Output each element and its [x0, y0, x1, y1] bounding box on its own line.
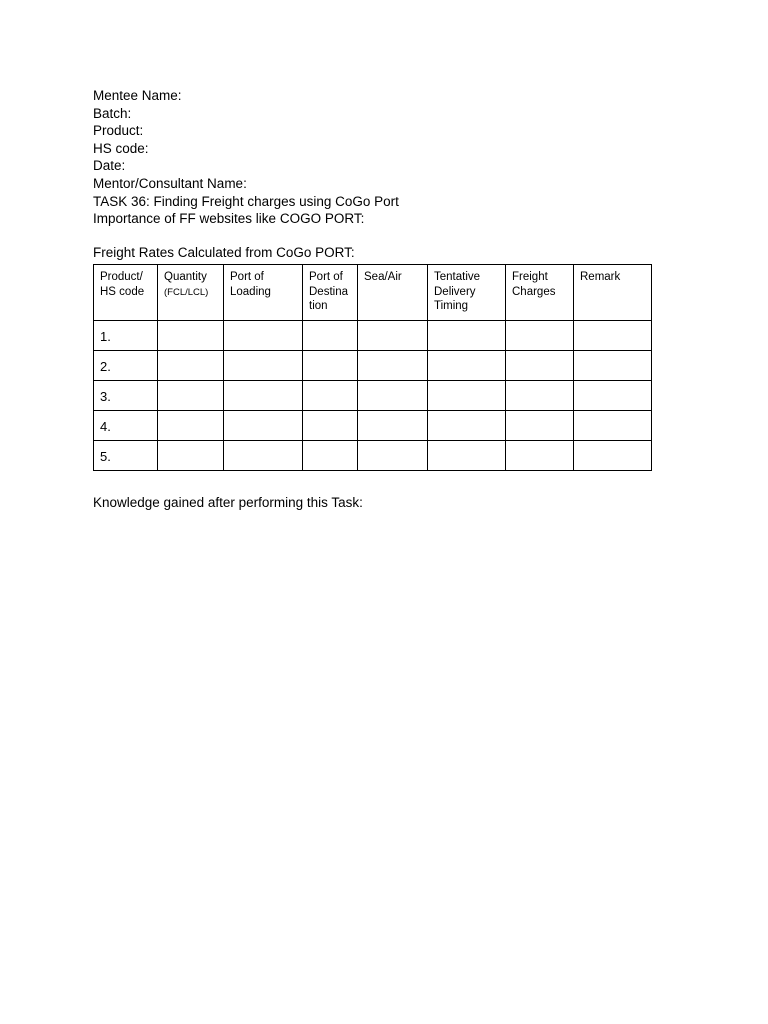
row-number: 1. [94, 321, 158, 351]
column-header-port-of-loading: Port of Loading [224, 265, 303, 321]
quantity-label: Quantity [164, 271, 207, 283]
column-header-product: Product/ HS code [94, 265, 158, 321]
table-cell [574, 411, 652, 441]
table-cell [303, 411, 358, 441]
header-fields [93, 87, 399, 228]
quantity-sub-label: (FCL/LCL) [164, 286, 209, 298]
product-label: Product: [93, 123, 144, 139]
table-cell [158, 381, 224, 411]
table-cell [506, 381, 574, 411]
mentee-name-label: Mentee Name: [93, 88, 182, 103]
task-title: TASK 36: Finding Freight charges using CoGo Port [93, 193, 399, 209]
table-cell [303, 321, 358, 351]
table-cell [358, 351, 428, 381]
column-header-freight-charges: Freight Charges [506, 265, 574, 321]
row-number: 3. [94, 381, 158, 411]
table-cell [574, 321, 652, 351]
table-cell [574, 381, 652, 411]
table-row [94, 351, 652, 381]
table-cell [358, 411, 428, 441]
column-header-port-of-destination: Port of Destina tion [303, 265, 358, 321]
row-number: 2. [94, 351, 158, 381]
freight-rates-title: Freight Rates Calculated from CoGo PORT: [93, 245, 355, 260]
table-cell [224, 381, 303, 411]
batch-label: Batch: [93, 105, 132, 121]
table-cell [303, 441, 358, 471]
table-cell [158, 321, 224, 351]
table-cell [358, 321, 428, 351]
table-cell [224, 321, 303, 351]
table-cell [358, 381, 428, 411]
hs-code-label: HS code: [93, 140, 149, 156]
table-cell [303, 381, 358, 411]
table-cell [358, 441, 428, 471]
importance-label: Importance of FF websites like COGO PORT: [93, 211, 365, 227]
knowledge-gained-label: Knowledge gained after performing this Task: [93, 495, 363, 510]
date-label: Date: [93, 158, 126, 174]
table-cell [506, 411, 574, 441]
table-cell [158, 411, 224, 441]
column-header-remark: Remark [574, 265, 652, 321]
table-cell [428, 351, 506, 381]
table-cell [428, 441, 506, 471]
table-cell [224, 411, 303, 441]
column-header-quantity [158, 265, 224, 321]
table-cell [506, 441, 574, 471]
table-cell [428, 321, 506, 351]
table-header-row [94, 265, 652, 321]
table-cell [224, 351, 303, 381]
table-row [94, 411, 652, 441]
row-number: 4. [94, 411, 158, 441]
mentor-name-label: Mentor/Consultant Name: [93, 175, 247, 191]
column-header-sea-air: Sea/Air [358, 265, 428, 321]
freight-rates-table [93, 264, 652, 471]
column-header-delivery-timing: Tentative Delivery Timing [428, 265, 506, 321]
row-number: 5. [94, 441, 158, 471]
table-cell [224, 441, 303, 471]
table-row [94, 381, 652, 411]
table-cell [428, 411, 506, 441]
table-cell [506, 351, 574, 381]
table-cell [158, 441, 224, 471]
table-cell [303, 351, 358, 381]
table-cell [574, 351, 652, 381]
table-cell [506, 321, 574, 351]
table-cell [428, 381, 506, 411]
table-row [94, 441, 652, 471]
table-cell [574, 441, 652, 471]
table-cell [158, 351, 224, 381]
table-row [94, 321, 652, 351]
